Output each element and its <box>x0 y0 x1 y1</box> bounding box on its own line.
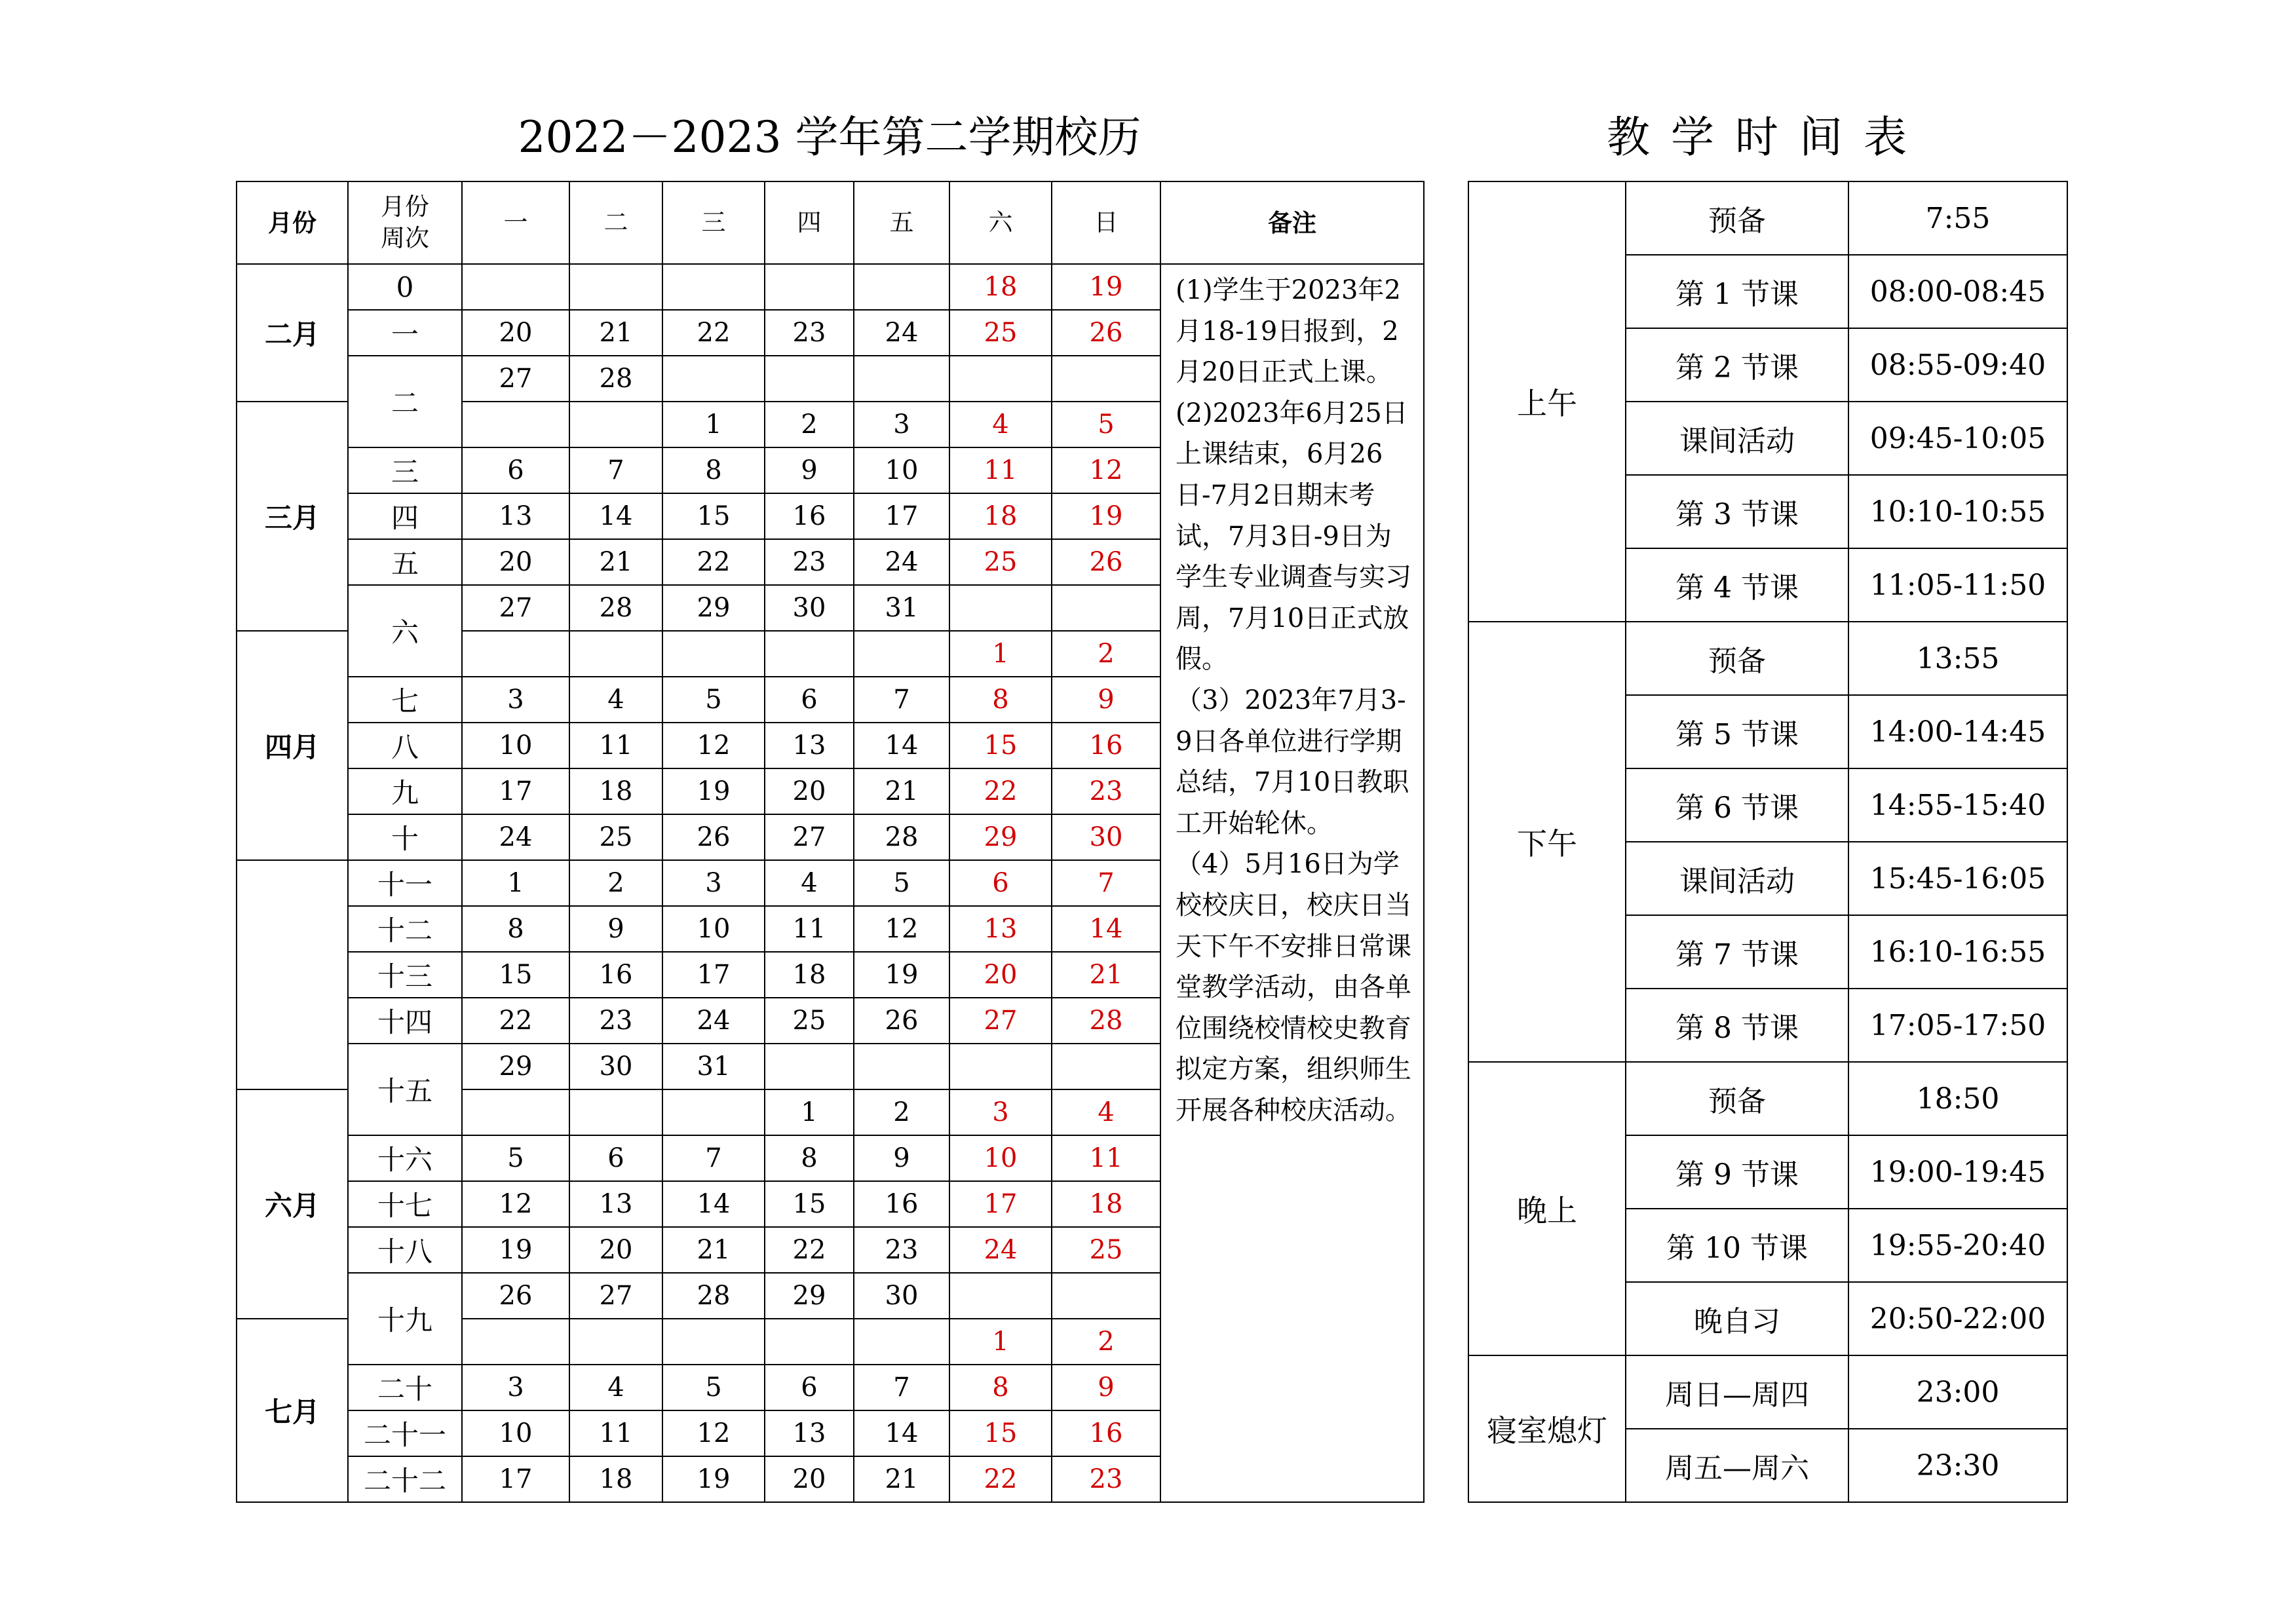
date-cell: 7 <box>662 1135 765 1181</box>
date-cell: 17 <box>662 952 765 998</box>
date-cell: 3 <box>949 1089 1052 1135</box>
timetable-row <box>1468 622 2067 695</box>
session-label-cell: 第 6 节课 <box>1626 768 1848 842</box>
period-cell: 上午 <box>1468 181 1626 622</box>
week-number-cell: 十七 <box>348 1181 462 1227</box>
date-cell: 15 <box>462 952 569 998</box>
date-cell: 16 <box>765 493 854 539</box>
date-cell <box>949 1273 1052 1319</box>
date-cell: 7 <box>854 677 949 723</box>
date-cell: 5 <box>854 860 949 906</box>
date-cell: 27 <box>462 356 569 402</box>
date-cell: 18 <box>569 768 662 814</box>
date-cell: 14 <box>854 723 949 768</box>
date-cell <box>1052 1273 1160 1319</box>
date-cell: 22 <box>765 1227 854 1273</box>
date-cell: 9 <box>1052 677 1160 723</box>
date-cell: 21 <box>854 1456 949 1502</box>
date-cell: 17 <box>854 493 949 539</box>
note-item: (1)学生于2023年2月18-19日报到，2月20日正式上课。 <box>1176 275 1401 388</box>
date-cell: 16 <box>1052 1410 1160 1456</box>
date-cell: 18 <box>949 264 1052 310</box>
week-number-cell: 六 <box>348 585 462 677</box>
date-cell: 6 <box>765 677 854 723</box>
session-time-cell: 19:55-20:40 <box>1848 1209 2067 1282</box>
week-number-cell: 十 <box>348 814 462 860</box>
date-cell <box>765 631 854 677</box>
date-cell: 2 <box>1052 1319 1160 1365</box>
period-cell: 晚上 <box>1468 1062 1626 1355</box>
date-cell: 23 <box>1052 1456 1160 1502</box>
day-header-sun: 日 <box>1052 181 1160 264</box>
date-cell: 26 <box>854 998 949 1044</box>
date-cell: 10 <box>462 1410 569 1456</box>
month-cell: 四月 <box>237 631 348 860</box>
date-cell: 25 <box>949 539 1052 585</box>
date-cell: 30 <box>569 1044 662 1089</box>
date-cell: 12 <box>462 1181 569 1227</box>
calendar-body <box>237 264 1424 1502</box>
date-cell: 19 <box>662 768 765 814</box>
session-time-cell: 09:45-10:05 <box>1848 402 2067 475</box>
session-label-cell: 预备 <box>1626 1062 1848 1135</box>
week-number-cell: 0 <box>348 264 462 310</box>
date-cell: 4 <box>569 677 662 723</box>
date-cell <box>462 264 569 310</box>
date-cell: 30 <box>1052 814 1160 860</box>
date-cell: 6 <box>949 860 1052 906</box>
date-cell: 9 <box>765 447 854 493</box>
date-cell: 29 <box>462 1044 569 1089</box>
date-cell: 19 <box>1052 493 1160 539</box>
note-item: （4）5月16日为学校校庆日，校庆日当天下午不安排日常课堂教学活动，由各单位围绕校情校史教育拟定方案，组织师生开展各种校庆活动。 <box>1176 849 1411 1125</box>
session-label-cell: 第 7 节课 <box>1626 915 1848 989</box>
day-header-mon: 一 <box>462 181 569 264</box>
date-cell: 29 <box>765 1273 854 1319</box>
session-time-cell: 19:00-19:45 <box>1848 1135 2067 1209</box>
date-cell: 26 <box>1052 310 1160 356</box>
session-time-cell: 16:10-16:55 <box>1848 915 2067 989</box>
session-time-cell: 15:45-16:05 <box>1848 842 2067 915</box>
date-cell: 4 <box>569 1365 662 1410</box>
week-number-cell: 二十二 <box>348 1456 462 1502</box>
session-time-cell: 11:05-11:50 <box>1848 548 2067 622</box>
week-number-cell: 二 <box>348 356 462 447</box>
date-cell: 13 <box>765 1410 854 1456</box>
month-cell: 七月 <box>237 1319 348 1502</box>
date-cell: 27 <box>765 814 854 860</box>
date-cell: 24 <box>854 310 949 356</box>
date-cell <box>854 631 949 677</box>
week-number-cell: 八 <box>348 723 462 768</box>
date-cell: 13 <box>462 493 569 539</box>
date-cell <box>569 402 662 447</box>
date-cell: 28 <box>569 585 662 631</box>
date-cell: 21 <box>1052 952 1160 998</box>
date-cell <box>569 631 662 677</box>
date-cell: 29 <box>662 585 765 631</box>
session-time-cell: 13:55 <box>1848 622 2067 695</box>
date-cell: 14 <box>662 1181 765 1227</box>
date-cell: 22 <box>662 310 765 356</box>
timetable-row <box>1468 181 2067 255</box>
date-cell: 24 <box>854 539 949 585</box>
date-cell: 25 <box>765 998 854 1044</box>
date-cell <box>949 1044 1052 1089</box>
timetable-row <box>1468 1355 2067 1429</box>
date-cell: 15 <box>949 1410 1052 1456</box>
date-cell: 9 <box>854 1135 949 1181</box>
session-time-cell: 20:50-22:00 <box>1848 1282 2067 1355</box>
date-cell: 19 <box>462 1227 569 1273</box>
date-cell <box>854 1044 949 1089</box>
week-number-cell: 十六 <box>348 1135 462 1181</box>
date-cell: 1 <box>949 1319 1052 1365</box>
date-cell: 20 <box>462 310 569 356</box>
date-cell: 3 <box>662 860 765 906</box>
date-cell: 18 <box>949 493 1052 539</box>
date-cell: 11 <box>1052 1135 1160 1181</box>
calendar-header-row <box>237 181 1424 264</box>
date-cell: 20 <box>462 539 569 585</box>
date-cell: 25 <box>569 814 662 860</box>
date-cell: 30 <box>854 1273 949 1319</box>
week-header <box>348 181 462 264</box>
date-cell: 21 <box>854 768 949 814</box>
date-cell: 18 <box>569 1456 662 1502</box>
session-label-cell: 课间活动 <box>1626 842 1848 915</box>
date-cell <box>569 1089 662 1135</box>
date-cell: 25 <box>1052 1227 1160 1273</box>
date-cell: 21 <box>662 1227 765 1273</box>
date-cell: 4 <box>949 402 1052 447</box>
date-cell: 9 <box>1052 1365 1160 1410</box>
date-cell <box>662 264 765 310</box>
week-number-cell: 七 <box>348 677 462 723</box>
date-cell: 26 <box>462 1273 569 1319</box>
date-cell: 12 <box>662 1410 765 1456</box>
month-cell: 三月 <box>237 402 348 631</box>
date-cell: 18 <box>765 952 854 998</box>
date-cell: 6 <box>569 1135 662 1181</box>
day-header-thu: 四 <box>765 181 854 264</box>
session-time-cell: 23:30 <box>1848 1429 2067 1502</box>
calendar-title: 2022－2023 学年第二学期校历 <box>518 112 1141 162</box>
date-cell: 21 <box>569 539 662 585</box>
week-number-cell: 二十 <box>348 1365 462 1410</box>
date-cell: 12 <box>662 723 765 768</box>
date-cell: 27 <box>462 585 569 631</box>
date-cell: 17 <box>949 1181 1052 1227</box>
period-cell: 下午 <box>1468 622 1626 1062</box>
week-number-cell: 十五 <box>348 1044 462 1135</box>
date-cell: 16 <box>1052 723 1160 768</box>
date-cell <box>854 264 949 310</box>
session-time-cell: 7:55 <box>1848 181 2067 255</box>
class-timetable-table <box>1468 181 2068 1503</box>
date-cell: 2 <box>569 860 662 906</box>
date-cell: 27 <box>949 998 1052 1044</box>
session-time-cell: 18:50 <box>1848 1062 2067 1135</box>
date-cell <box>949 585 1052 631</box>
date-cell: 13 <box>569 1181 662 1227</box>
month-header: 月份 <box>237 181 348 264</box>
session-label-cell: 第 2 节课 <box>1626 328 1848 402</box>
school-calendar-table <box>236 181 1425 1503</box>
date-cell: 30 <box>765 585 854 631</box>
date-cell: 8 <box>462 906 569 952</box>
date-cell: 10 <box>949 1135 1052 1181</box>
date-cell <box>854 356 949 402</box>
date-cell: 19 <box>854 952 949 998</box>
date-cell: 23 <box>854 1227 949 1273</box>
session-time-cell: 23:00 <box>1848 1355 2067 1429</box>
session-time-cell: 14:00-14:45 <box>1848 695 2067 768</box>
date-cell: 7 <box>569 447 662 493</box>
date-cell <box>765 1319 854 1365</box>
date-cell <box>662 631 765 677</box>
date-cell <box>462 1319 569 1365</box>
date-cell: 10 <box>854 447 949 493</box>
date-cell: 24 <box>462 814 569 860</box>
date-cell: 22 <box>462 998 569 1044</box>
date-cell: 11 <box>949 447 1052 493</box>
session-label-cell: 晚自习 <box>1626 1282 1848 1355</box>
date-cell: 26 <box>662 814 765 860</box>
date-cell: 18 <box>1052 1181 1160 1227</box>
week-number-cell: 一 <box>348 310 462 356</box>
date-cell: 8 <box>765 1135 854 1181</box>
date-cell: 12 <box>1052 447 1160 493</box>
date-cell: 1 <box>462 860 569 906</box>
date-cell: 20 <box>765 1456 854 1502</box>
timetable-row <box>1468 1062 2067 1135</box>
date-cell <box>765 1044 854 1089</box>
date-cell: 19 <box>1052 264 1160 310</box>
date-cell <box>949 356 1052 402</box>
date-cell: 28 <box>1052 998 1160 1044</box>
date-cell: 28 <box>662 1273 765 1319</box>
date-cell: 4 <box>1052 1089 1160 1135</box>
date-cell: 11 <box>765 906 854 952</box>
date-cell: 11 <box>569 1410 662 1456</box>
session-time-cell: 08:55-09:40 <box>1848 328 2067 402</box>
date-cell: 12 <box>854 906 949 952</box>
date-cell: 28 <box>854 814 949 860</box>
date-cell <box>462 1089 569 1135</box>
date-cell: 19 <box>662 1456 765 1502</box>
date-cell: 31 <box>854 585 949 631</box>
week-number-cell: 十二 <box>348 906 462 952</box>
date-cell: 22 <box>949 768 1052 814</box>
date-cell: 14 <box>569 493 662 539</box>
week-number-cell: 三 <box>348 447 462 493</box>
notes-header: 备注 <box>1160 181 1424 264</box>
date-cell <box>765 356 854 402</box>
date-cell: 10 <box>462 723 569 768</box>
week-number-cell: 四 <box>348 493 462 539</box>
date-cell: 4 <box>765 860 854 906</box>
calendar-row <box>237 264 1424 310</box>
notes-cell <box>1160 264 1424 1502</box>
week-number-cell: 二十一 <box>348 1410 462 1456</box>
date-cell <box>1052 1044 1160 1089</box>
date-cell: 8 <box>662 447 765 493</box>
date-cell <box>1052 585 1160 631</box>
note-item: （3）2023年7月3-9日各单位进行学期总结，7月10日教职工开始轮休。 <box>1176 685 1409 839</box>
date-cell: 7 <box>854 1365 949 1410</box>
date-cell: 23 <box>765 310 854 356</box>
session-time-cell: 10:10-10:55 <box>1848 475 2067 548</box>
date-cell <box>765 264 854 310</box>
date-cell: 1 <box>765 1089 854 1135</box>
date-cell: 13 <box>765 723 854 768</box>
date-cell: 5 <box>462 1135 569 1181</box>
date-cell: 3 <box>462 677 569 723</box>
date-cell: 9 <box>569 906 662 952</box>
session-label-cell: 课间活动 <box>1626 402 1848 475</box>
date-cell: 1 <box>662 402 765 447</box>
timetable-title: 教学时间表 <box>1607 112 1928 162</box>
date-cell: 11 <box>569 723 662 768</box>
date-cell: 15 <box>949 723 1052 768</box>
week-number-cell: 十九 <box>348 1273 462 1365</box>
date-cell: 22 <box>662 539 765 585</box>
date-cell: 17 <box>462 1456 569 1502</box>
week-number-cell: 十一 <box>348 860 462 906</box>
date-cell: 5 <box>662 677 765 723</box>
date-cell: 25 <box>949 310 1052 356</box>
week-header-top: 月份 <box>381 193 429 221</box>
date-cell: 23 <box>569 998 662 1044</box>
session-label-cell: 周五—周六 <box>1626 1429 1848 1502</box>
week-header-bottom: 周次 <box>381 224 429 252</box>
date-cell: 20 <box>569 1227 662 1273</box>
month-cell: 二月 <box>237 264 348 402</box>
date-cell: 6 <box>765 1365 854 1410</box>
session-label-cell: 周日—周四 <box>1626 1355 1848 1429</box>
date-cell: 16 <box>854 1181 949 1227</box>
date-cell: 2 <box>1052 631 1160 677</box>
date-cell: 3 <box>854 402 949 447</box>
date-cell: 3 <box>462 1365 569 1410</box>
date-cell: 2 <box>854 1089 949 1135</box>
date-cell: 10 <box>662 906 765 952</box>
date-cell: 22 <box>949 1456 1052 1502</box>
session-label-cell: 预备 <box>1626 622 1848 695</box>
month-cell <box>237 860 348 1089</box>
session-label-cell: 第 1 节课 <box>1626 255 1848 328</box>
date-cell <box>662 1089 765 1135</box>
session-time-cell: 08:00-08:45 <box>1848 255 2067 328</box>
date-cell: 6 <box>462 447 569 493</box>
session-label-cell: 预备 <box>1626 181 1848 255</box>
session-label-cell: 第 4 节课 <box>1626 548 1848 622</box>
month-cell: 六月 <box>237 1089 348 1319</box>
week-number-cell: 九 <box>348 768 462 814</box>
date-cell: 7 <box>1052 860 1160 906</box>
date-cell <box>462 402 569 447</box>
session-label-cell: 第 3 节课 <box>1626 475 1848 548</box>
date-cell: 17 <box>462 768 569 814</box>
date-cell: 5 <box>662 1365 765 1410</box>
date-cell: 20 <box>765 768 854 814</box>
date-cell <box>854 1319 949 1365</box>
date-cell: 24 <box>662 998 765 1044</box>
session-label-cell: 第 9 节课 <box>1626 1135 1848 1209</box>
date-cell: 16 <box>569 952 662 998</box>
period-cell: 寝室熄灯 <box>1468 1355 1626 1502</box>
date-cell: 26 <box>1052 539 1160 585</box>
date-cell: 29 <box>949 814 1052 860</box>
session-time-cell: 17:05-17:50 <box>1848 989 2067 1062</box>
date-cell <box>662 1319 765 1365</box>
day-header-sat: 六 <box>949 181 1052 264</box>
date-cell <box>569 1319 662 1365</box>
week-number-cell: 五 <box>348 539 462 585</box>
date-cell <box>569 264 662 310</box>
week-number-cell: 十四 <box>348 998 462 1044</box>
date-cell: 23 <box>765 539 854 585</box>
date-cell: 24 <box>949 1227 1052 1273</box>
date-cell: 23 <box>1052 768 1160 814</box>
session-label-cell: 第 8 节课 <box>1626 989 1848 1062</box>
day-header-wed: 三 <box>662 181 765 264</box>
date-cell <box>662 356 765 402</box>
note-item: (2)2023年6月25日上课结束，6月26日-7月2日期末考试，7月3日-9日为学生专业调查与实习周，7月10日正式放假。 <box>1176 398 1411 675</box>
week-number-cell: 十八 <box>348 1227 462 1273</box>
date-cell: 14 <box>1052 906 1160 952</box>
date-cell: 13 <box>949 906 1052 952</box>
date-cell: 8 <box>949 1365 1052 1410</box>
date-cell: 28 <box>569 356 662 402</box>
date-cell: 2 <box>765 402 854 447</box>
date-cell: 1 <box>949 631 1052 677</box>
date-cell: 15 <box>662 493 765 539</box>
day-header-tue: 二 <box>569 181 662 264</box>
date-cell: 31 <box>662 1044 765 1089</box>
session-label-cell: 第 5 节课 <box>1626 695 1848 768</box>
day-header-fri: 五 <box>854 181 949 264</box>
date-cell: 15 <box>765 1181 854 1227</box>
session-label-cell: 第 10 节课 <box>1626 1209 1848 1282</box>
session-time-cell: 14:55-15:40 <box>1848 768 2067 842</box>
date-cell: 8 <box>949 677 1052 723</box>
date-cell: 14 <box>854 1410 949 1456</box>
date-cell: 20 <box>949 952 1052 998</box>
date-cell <box>1052 356 1160 402</box>
date-cell: 5 <box>1052 402 1160 447</box>
week-number-cell: 十三 <box>348 952 462 998</box>
date-cell <box>462 631 569 677</box>
date-cell: 27 <box>569 1273 662 1319</box>
date-cell: 21 <box>569 310 662 356</box>
timetable-body <box>1468 181 2067 1502</box>
